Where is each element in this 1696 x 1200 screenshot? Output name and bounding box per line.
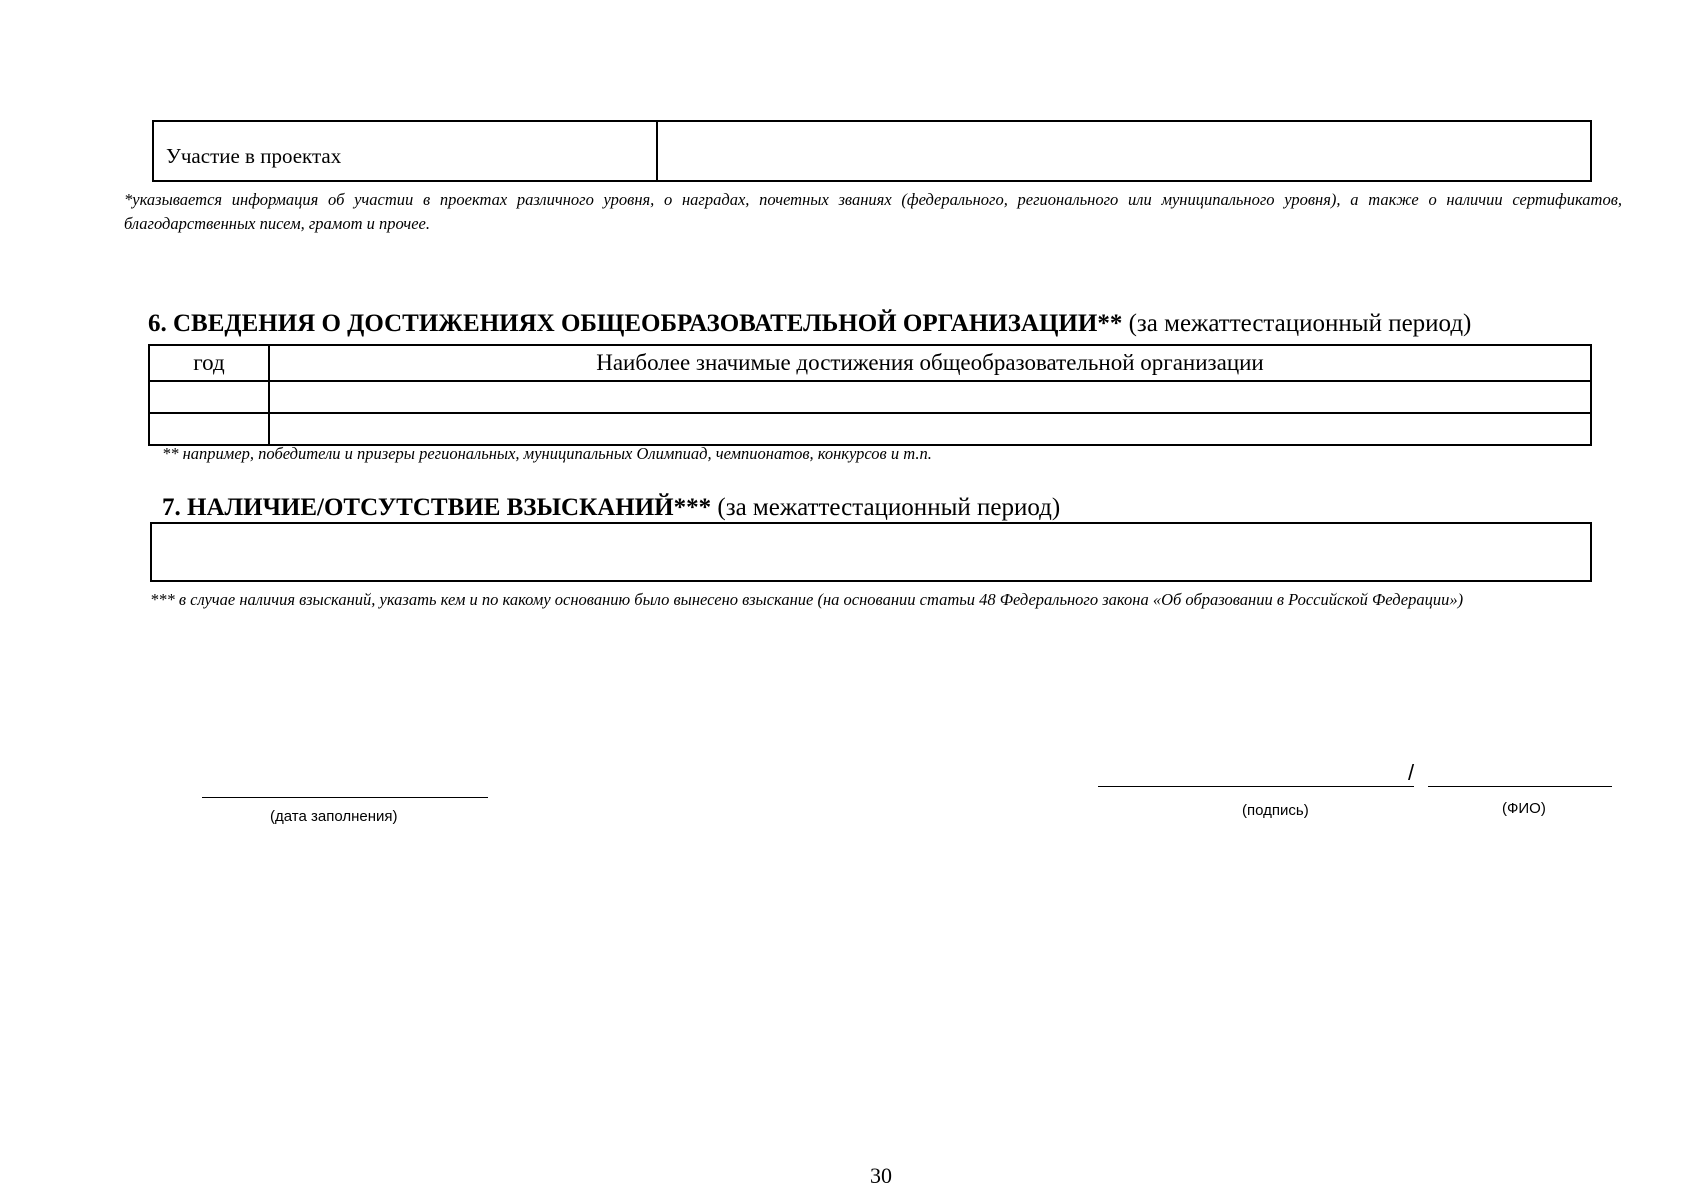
achievements-header-row — [149, 345, 1591, 381]
cell-achievement[interactable] — [269, 381, 1591, 413]
section-7-title: 7. НАЛИЧИЕ/ОТСУТСТВИЕ ВЗЫСКАНИЙ*** — [162, 494, 712, 521]
penalties-footnote: *** в случае наличия взысканий, указать кем и по какому основанию было вынесено взыскание (на основании статьи 48 Федерального закона «Об образовании в Российской Федерации») — [150, 590, 1464, 609]
date-line[interactable] — [202, 797, 488, 798]
section-7-heading — [162, 494, 1060, 522]
table-row — [149, 381, 1591, 413]
signature-line[interactable] — [1098, 786, 1414, 787]
projects-value-field[interactable] — [658, 122, 1590, 180]
section-6-heading — [148, 310, 1471, 338]
projects-table — [152, 120, 1592, 182]
section-6-title: 6. СВЕДЕНИЯ О ДОСТИЖЕНИЯХ ОБЩЕОБРАЗОВАТЕЛЬНОЙ ОРГАНИЗАЦИИ** — [148, 310, 1123, 337]
table-row — [149, 413, 1591, 445]
cell-year[interactable] — [149, 413, 269, 445]
cell-achievement[interactable] — [269, 413, 1591, 445]
cell-year[interactable] — [149, 381, 269, 413]
section-6-period: (за межаттестационный период) — [1128, 310, 1472, 337]
header-year: год — [149, 345, 269, 381]
achievements-table — [148, 344, 1592, 446]
fio-caption: (ФИО) — [1502, 800, 1546, 817]
section-7-period: (за межаттестационный период) — [717, 494, 1061, 521]
signature-separator: / — [1408, 760, 1415, 785]
signature-caption: (подпись) — [1242, 802, 1309, 819]
date-caption: (дата заполнения) — [270, 808, 398, 825]
projects-footnote: *указывается информация об участии в проектах различного уровня, о наградах, почетных званиях (федерального, регионального или муниципального уровня), а также о наличии сертификатов, благодарственных писем, грамот и прочее. — [124, 190, 1622, 233]
header-achievements: Наиболее значимые достижения общеобразовательной организации — [269, 345, 1591, 381]
achievements-footnote: ** например, победители и призеры региональных, муниципальных Олимпиад, чемпионатов, конкурсов и т.п. — [162, 444, 932, 463]
page-number: 30 — [870, 1163, 892, 1188]
penalties-field[interactable] — [150, 522, 1592, 582]
fio-line[interactable] — [1428, 786, 1612, 787]
projects-label: Участие в проектах — [154, 122, 658, 180]
